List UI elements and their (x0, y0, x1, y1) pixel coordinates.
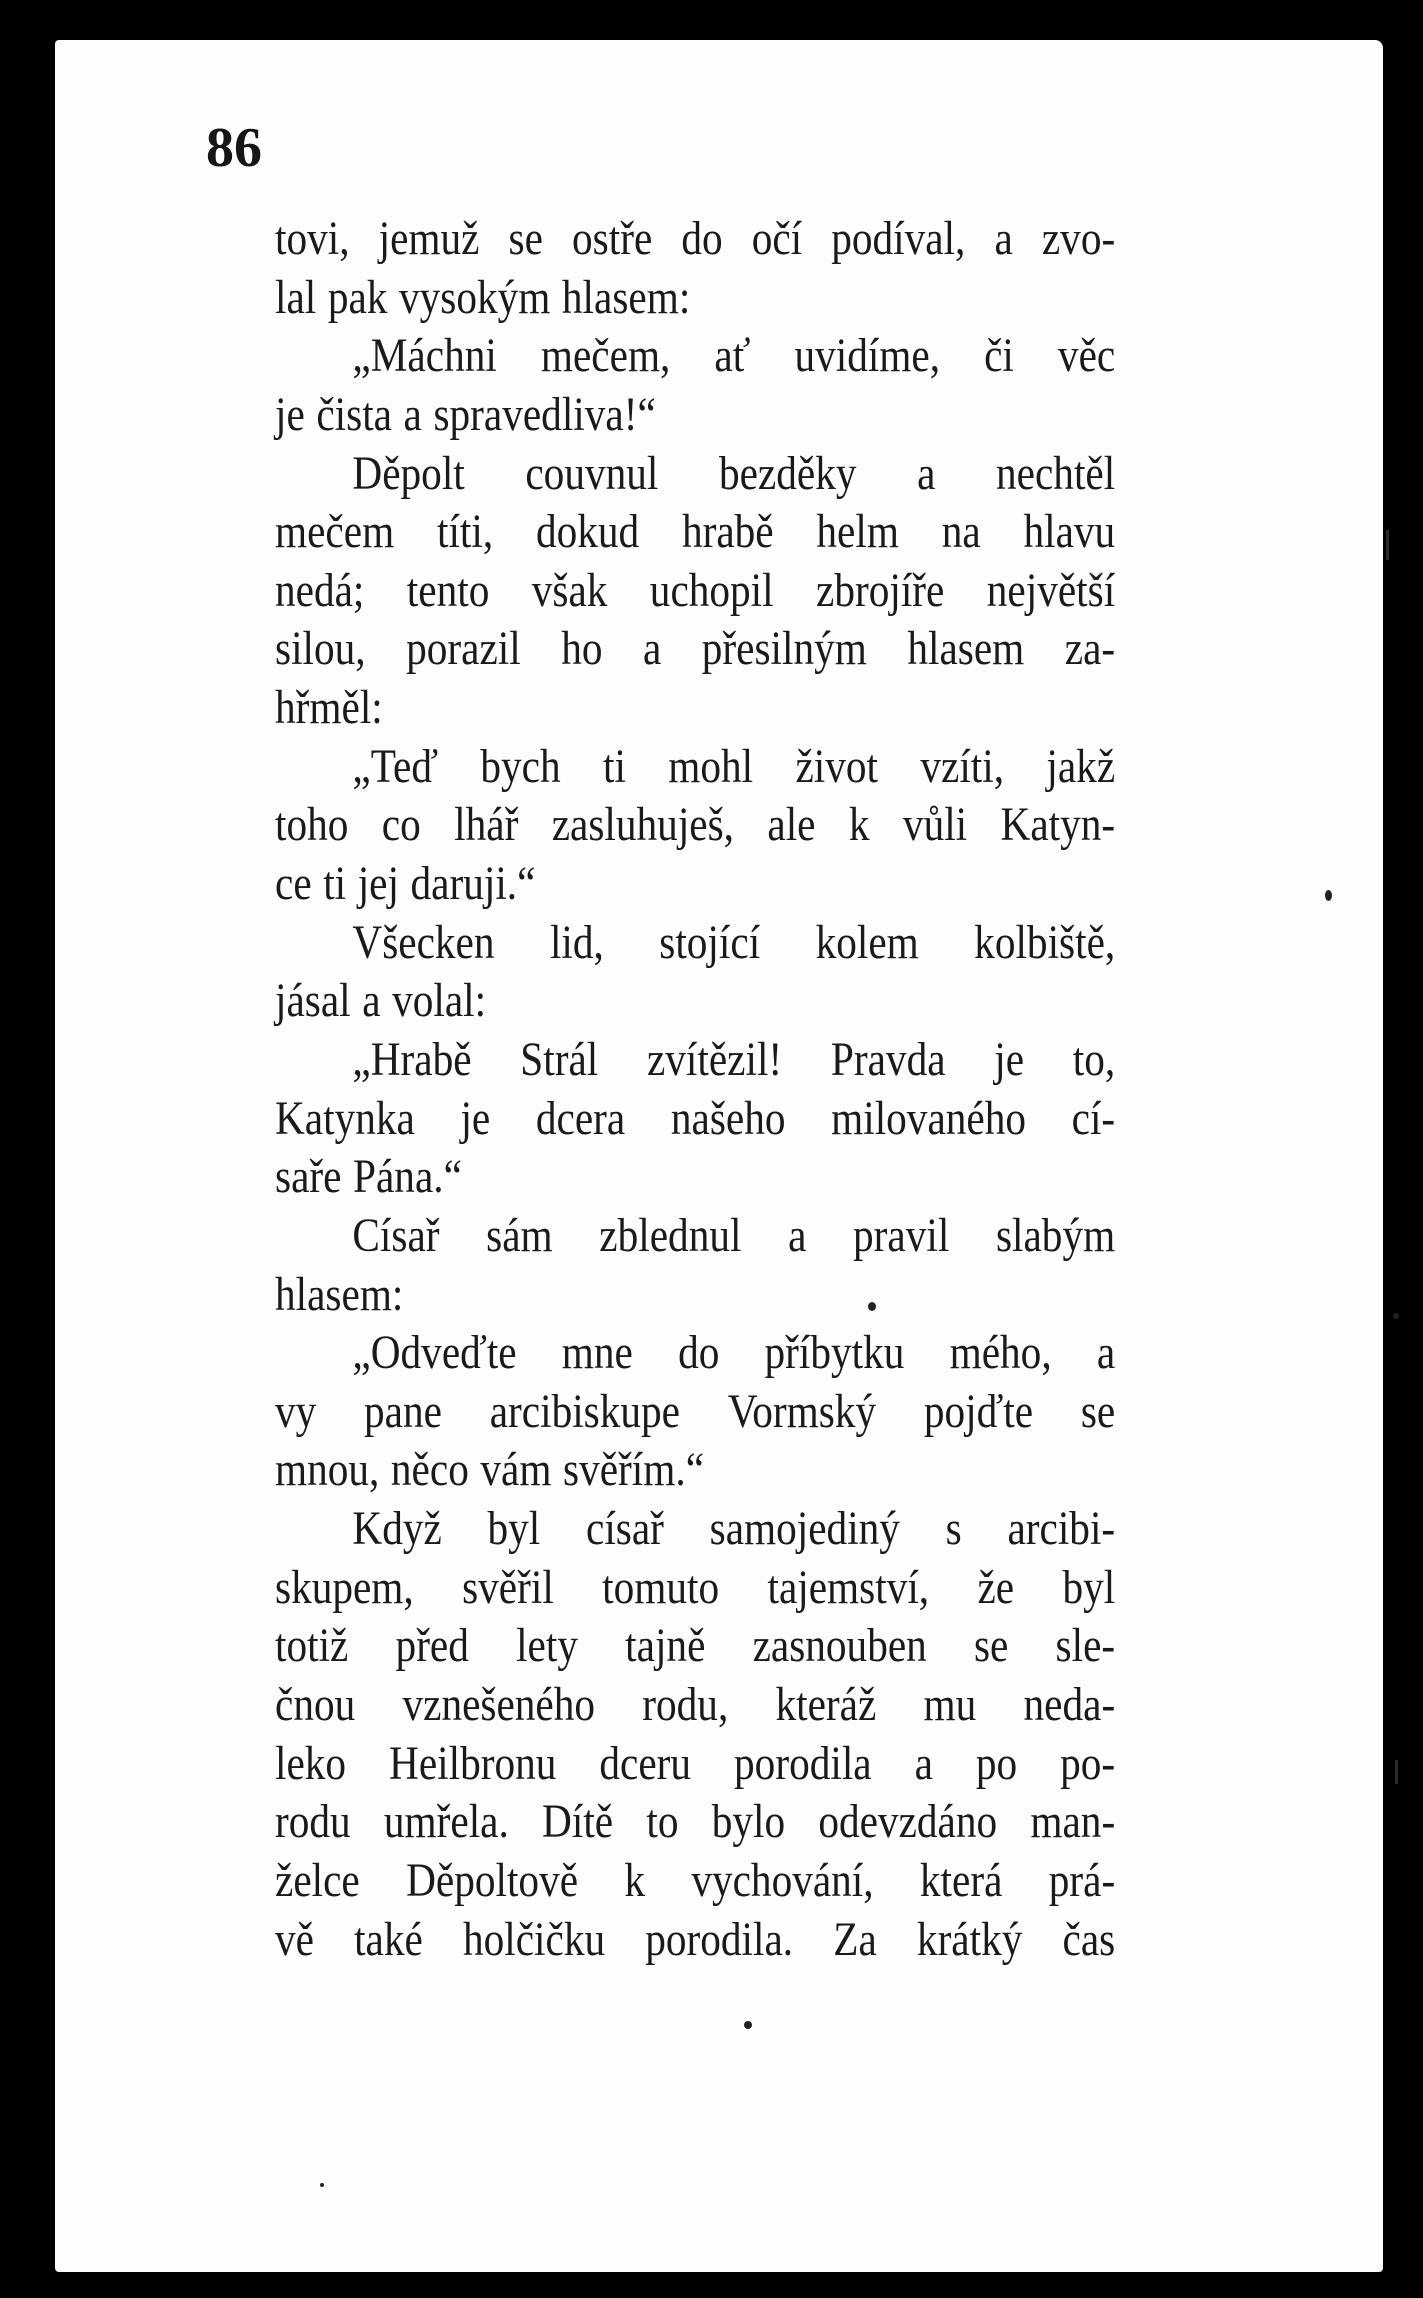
word: hřměl: (275, 681, 383, 735)
word: sám (486, 1208, 553, 1262)
word: Děpoltově (406, 1853, 579, 1907)
word: něco (390, 1443, 469, 1497)
word: umřela. (383, 1795, 509, 1849)
word: rodu, (642, 1678, 729, 1732)
word: „Odveďte (352, 1326, 517, 1380)
text-line (275, 738, 1115, 797)
word: sle- (1055, 1619, 1116, 1673)
word: zasnouben (752, 1619, 927, 1673)
word: přesilným (701, 622, 867, 676)
word: do (678, 1326, 720, 1380)
word: a (914, 1736, 933, 1790)
word: čas (1062, 1912, 1116, 1966)
word: tajemství, (767, 1560, 930, 1614)
word: pak (327, 270, 388, 324)
word: ce (275, 857, 312, 911)
word: ale (767, 798, 816, 852)
word: leko (275, 1736, 347, 1790)
word: prá- (1048, 1853, 1116, 1907)
word: co (381, 798, 421, 852)
text-line (275, 210, 1115, 269)
word: totiž (275, 1619, 349, 1673)
word: ho (561, 622, 603, 676)
print-speck (744, 2021, 752, 2029)
word: želce (275, 1853, 360, 1907)
word: hlasem: (275, 1267, 404, 1321)
word: porodila. (645, 1912, 794, 1966)
word: život (795, 739, 879, 793)
word: Všecken (352, 915, 495, 969)
text-line (275, 1735, 1115, 1794)
word: za- (1064, 622, 1116, 676)
text-line (275, 1676, 1115, 1735)
word: s (945, 1502, 962, 1556)
text-line (275, 796, 1115, 855)
text-line (275, 914, 1115, 973)
text-line (275, 562, 1115, 621)
word: Katyn- (1000, 798, 1116, 852)
text-line (275, 1911, 1115, 1970)
page-edge-mark (1395, 1760, 1398, 1784)
word: „Hrabě (352, 1032, 472, 1086)
word: Když (352, 1502, 442, 1556)
text-line (275, 1559, 1115, 1618)
word: pojďte (923, 1384, 1034, 1438)
word: tomuto (602, 1560, 720, 1614)
word: kolbiště, (974, 915, 1116, 969)
text-line (275, 1207, 1115, 1266)
word: Pravda (830, 1032, 946, 1086)
word: svěřím.“ (563, 1443, 705, 1497)
word: hlavu (1023, 505, 1116, 559)
word: jakž (1046, 739, 1116, 793)
word: která (919, 1853, 1003, 1907)
word: zblednul (599, 1208, 742, 1262)
word: Heilbronu (389, 1736, 557, 1790)
word: mečem, (540, 329, 671, 383)
word: dcera (535, 1091, 626, 1145)
word: bezděky (718, 446, 857, 500)
word: Strál (520, 1032, 599, 1086)
word: je (994, 1032, 1025, 1086)
word: však (531, 563, 608, 617)
word: se (508, 212, 543, 265)
word: tento (406, 563, 490, 617)
word: ti (602, 739, 626, 793)
word: Katynka (275, 1091, 415, 1145)
word: dceru (599, 1736, 692, 1790)
word: před (395, 1619, 469, 1673)
word: saře (275, 1150, 342, 1204)
word: „Máchni (352, 329, 497, 383)
word: vám (480, 1443, 552, 1497)
word: uchopil (649, 563, 774, 617)
text-line (275, 1383, 1115, 1442)
text-line (275, 445, 1115, 504)
word: neda- (1023, 1678, 1116, 1732)
word: milovaného (831, 1091, 1027, 1145)
word: je (275, 387, 305, 441)
word: arcibiskupe (489, 1384, 680, 1438)
word: vy (275, 1384, 317, 1438)
page-edge-mark (1386, 530, 1389, 560)
word: po (975, 1736, 1018, 1790)
word: a (403, 387, 422, 441)
text-line (275, 1324, 1115, 1383)
word: čnou (275, 1678, 356, 1732)
word: lid, (549, 915, 604, 969)
word: krátký (916, 1912, 1023, 1966)
word: cí- (1071, 1091, 1116, 1145)
text-line (275, 327, 1115, 386)
word: ostře (572, 212, 653, 265)
page-number: 86 (206, 117, 262, 179)
word: vzíti, (920, 739, 1005, 793)
word: man- (1030, 1795, 1116, 1849)
text-line (275, 1852, 1115, 1911)
word: zvítězil! (646, 1032, 783, 1086)
word: jej (357, 857, 399, 911)
text-line (275, 269, 1115, 328)
word: k (848, 798, 870, 852)
word: také (354, 1912, 423, 1966)
text-line (275, 1031, 1115, 1090)
word: svěřil (462, 1560, 554, 1614)
word: uvidíme, (794, 329, 941, 383)
word: kteráž (775, 1678, 877, 1732)
word: Děpolt (352, 446, 465, 500)
word: mnou, (275, 1443, 380, 1497)
word: odevzdáno (818, 1795, 998, 1849)
word: Za (833, 1912, 877, 1966)
print-speck (1393, 1313, 1399, 1319)
word: bylo (711, 1795, 786, 1849)
word: Císař (352, 1208, 440, 1262)
text-line (275, 972, 1115, 1031)
word: Vormský (727, 1384, 877, 1438)
word: stojící (659, 915, 761, 969)
word: jemuž (378, 212, 480, 265)
word: po- (1060, 1736, 1116, 1790)
word: na (941, 505, 981, 559)
word: lety (516, 1619, 578, 1673)
word: jásal (275, 974, 351, 1028)
word: byl (487, 1502, 541, 1556)
word: a (642, 622, 662, 676)
word: lal (275, 270, 317, 324)
word: věc (1057, 329, 1116, 383)
word: se (973, 1619, 1009, 1673)
word: mohl (668, 739, 754, 793)
word: to, (1072, 1032, 1116, 1086)
text-line (275, 620, 1115, 679)
word: hlasem (907, 622, 1025, 676)
word: slabým (995, 1208, 1116, 1262)
word: títi, (436, 505, 494, 559)
word: bych (480, 739, 561, 793)
word: a (994, 212, 1013, 265)
word: pravil (853, 1208, 950, 1262)
word: a (362, 974, 381, 1028)
text-line (275, 1148, 1115, 1207)
word: byl (1062, 1560, 1116, 1614)
word: a (917, 446, 936, 500)
word: očí (751, 212, 803, 265)
word: ti (323, 857, 347, 911)
word: toho (275, 798, 349, 852)
word: příbytku (764, 1326, 905, 1380)
word: našeho (670, 1091, 786, 1145)
word: k (624, 1853, 646, 1907)
body-text (275, 210, 1115, 1969)
word: arcibi- (1007, 1502, 1116, 1556)
word: „Teď (352, 739, 439, 793)
word: porazil (406, 622, 521, 676)
text-line (275, 1266, 1115, 1325)
word: holčičku (462, 1912, 606, 1966)
text-line (275, 1441, 1115, 1500)
word: silou, (275, 622, 366, 676)
word: a (788, 1208, 807, 1262)
text-line (275, 855, 1115, 914)
word: lhář (454, 798, 519, 852)
print-speck (320, 2183, 324, 2187)
word: tovi, (275, 212, 350, 265)
word: mu (923, 1678, 977, 1732)
word: volal: (392, 974, 487, 1028)
word: že (977, 1560, 1015, 1614)
word: rodu (275, 1795, 351, 1849)
word: podíval, (831, 212, 966, 265)
word: nechtěl (996, 446, 1116, 500)
word: daruji.“ (410, 857, 536, 911)
word: největší (986, 563, 1116, 617)
word: mečem (275, 505, 395, 559)
text-line (275, 1090, 1115, 1149)
word: mne (561, 1326, 633, 1380)
word: samojediný (709, 1502, 900, 1556)
word: zasluhuješ, (551, 798, 734, 852)
word: tajně (625, 1619, 706, 1673)
print-speck (1325, 890, 1332, 901)
word: Pána.“ (353, 1150, 462, 1204)
word: se (1080, 1384, 1116, 1438)
word: císař (585, 1502, 664, 1556)
word: čista (316, 387, 393, 441)
word: vysokým (398, 270, 551, 324)
word: skupem, (275, 1560, 414, 1614)
word: porodila (734, 1736, 872, 1790)
text-line (275, 1793, 1115, 1852)
word: zvo- (1041, 212, 1116, 265)
word: dokud (535, 505, 640, 559)
word: to (646, 1795, 679, 1849)
word: do (681, 212, 723, 265)
word: vůli (902, 798, 968, 852)
word: vychování, (691, 1853, 874, 1907)
text-line (275, 1617, 1115, 1676)
text-line (275, 679, 1115, 738)
word: zbrojíře (816, 563, 945, 617)
word: helm (816, 505, 899, 559)
word: je (460, 1091, 491, 1145)
word: kolem (815, 915, 919, 969)
text-line (275, 1500, 1115, 1559)
text-line (275, 503, 1115, 562)
word: hlasem: (561, 270, 691, 324)
word: couvnul (525, 446, 659, 500)
word: vě (275, 1912, 314, 1966)
word: mého, (949, 1326, 1052, 1380)
word: ať (714, 329, 751, 383)
word: a (1096, 1326, 1116, 1380)
word: spravedliva!“ (433, 387, 656, 441)
word: Dítě (542, 1795, 614, 1849)
text-line (275, 386, 1115, 445)
word: pane (364, 1384, 442, 1438)
word: nedá; (275, 563, 365, 617)
word: hrabě (681, 505, 774, 559)
word: vznešeného (402, 1678, 596, 1732)
word: či (984, 329, 1014, 383)
